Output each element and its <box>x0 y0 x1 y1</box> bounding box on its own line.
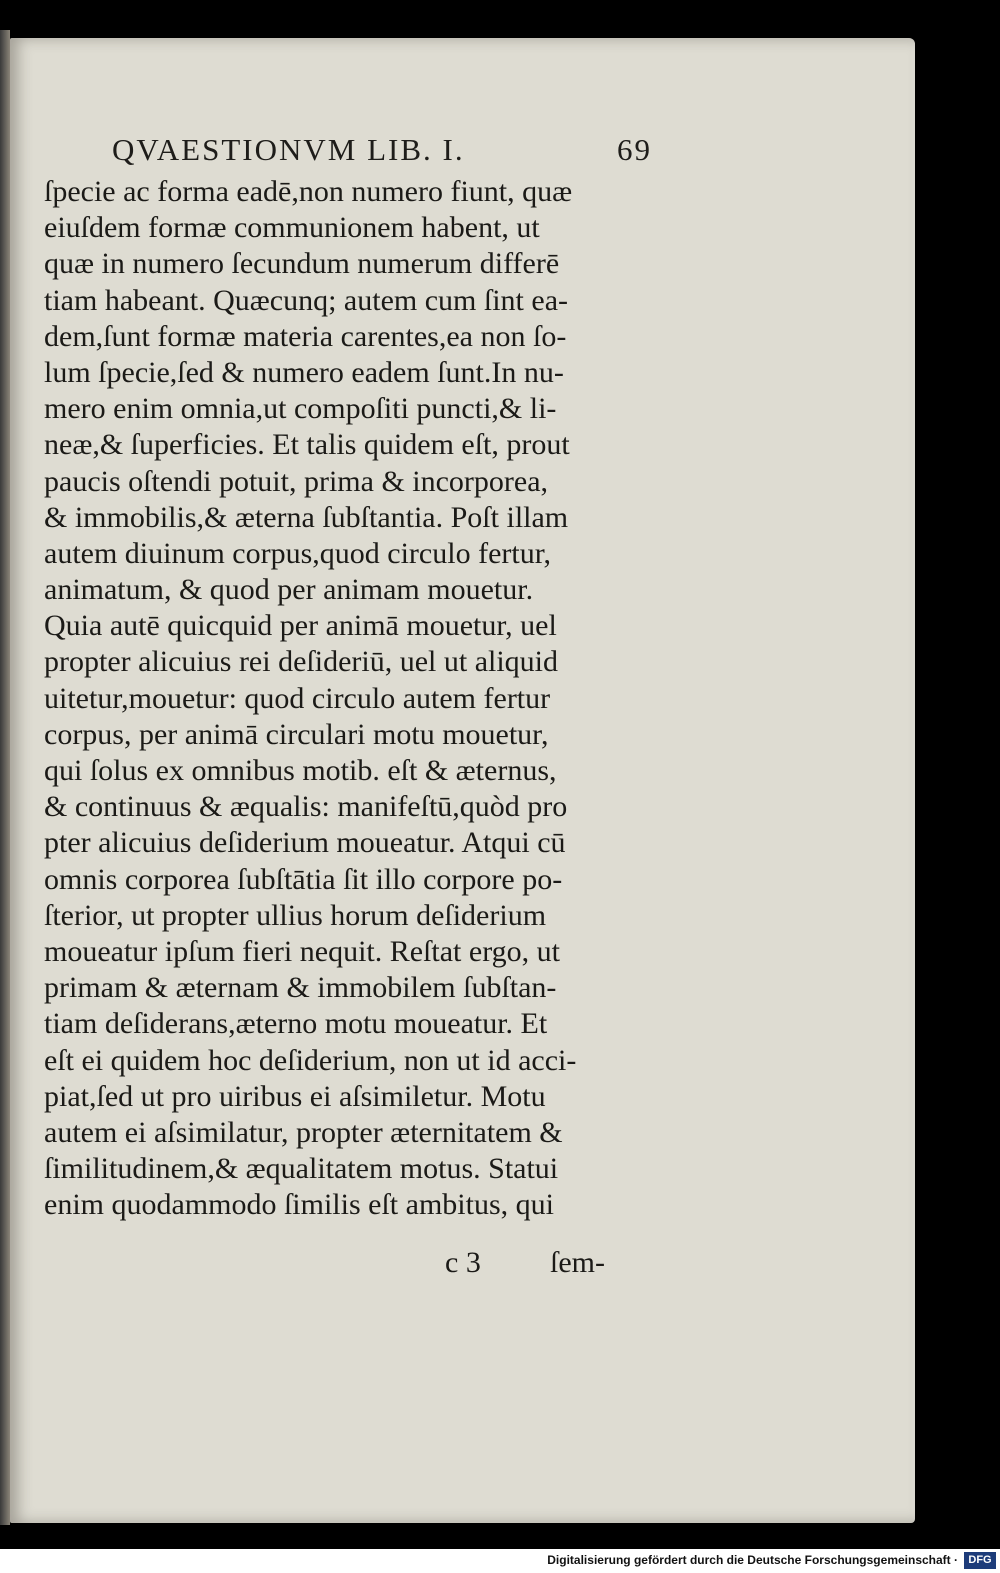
text-line: enim quodammodo ſimilis eſt ambitus, qui <box>44 1188 554 1222</box>
text-line: pter alicuius deſiderium moueatur. Atqui cū <box>44 826 566 860</box>
text-line: Quia autē quicquid per animā mouetur, uel <box>44 609 557 643</box>
dfg-logo: DFG <box>964 1552 996 1569</box>
text-line: uitetur,mouetur: quod circulo autem fertur <box>44 681 551 715</box>
text-line: autem diuinum corpus,quod circulo fertur, <box>44 536 551 570</box>
text-line: tiam habeant. Quæcunq; autem cum ſint ea- <box>44 283 569 317</box>
text-line: primam & æternam & immobilem ſubſtan- <box>44 971 557 1005</box>
text-line: ſterior, ut propter ullius horum deſiderium <box>44 898 547 932</box>
text-line: neæ,& ſuperficies. Et talis quidem eſt, prout <box>44 428 570 462</box>
text-line: mero enim omnia,ut compoſiti puncti,& li- <box>44 392 557 426</box>
running-head-title: QVAESTIONVM LIB. I. <box>112 132 465 167</box>
digitization-footer <box>0 1549 1000 1573</box>
text-line: dem,ſunt formæ materia carentes,ea non ſo- <box>44 319 567 353</box>
text-line: ſimilitudinem,& æqualitatem motus. Statui <box>44 1152 559 1186</box>
text-line: paucis oſtendi potuit, prima & incorporea, <box>44 464 549 498</box>
page-edge <box>0 30 10 1525</box>
text-line: animatum, & quod per animam mouetur. <box>44 573 534 607</box>
folio-number: 69 <box>617 132 652 167</box>
text-line: & immobilis,& æterna ſubſtantia. Poſt illam <box>44 500 569 534</box>
signature-mark: c 3 <box>445 1246 481 1279</box>
text-line: corpus, per animā circulari motu mouetur, <box>44 717 549 751</box>
body-text <box>44 174 644 1223</box>
text-line: propter alicuius rei deſideriū, uel ut aliquid <box>44 645 559 679</box>
text-line: autem ei aſsimilatur, propter æternitatem & <box>44 1115 563 1149</box>
catchline <box>0 1246 1000 1282</box>
funding-credit: Digitalisierung gefördert durch die Deutsche Forschungsgemeinschaft · <box>547 1553 958 1567</box>
text-line: moueatur ipſum fieri nequit. Reſtat ergo, ut <box>44 934 560 968</box>
text-line: lum ſpecie,ſed & numero eadem ſunt.In nu- <box>44 355 564 389</box>
text-line: eſt ei quidem hoc deſiderium, non ut id acci- <box>44 1043 577 1077</box>
text-line: qui ſolus ex omnibus motib. eſt & æternus, <box>44 754 557 787</box>
text-line: tiam deſiderans,æterno motu moueatur. Et <box>44 1007 548 1041</box>
text-line: & continuus & æqualis: manifeſtū,quòd pro <box>44 790 568 824</box>
catchword: ſem- <box>550 1246 605 1279</box>
text-line: quæ in numero ſecundum numerum differē <box>44 247 560 281</box>
text-line: piat,ſed ut pro uiribus ei aſsimiletur. Motu <box>44 1079 546 1113</box>
text-line: omnis corporea ſubſtātia ſit illo corpore po- <box>44 862 563 896</box>
text-line: ſpecie ac forma eadē,non numero fiunt, quæ <box>44 175 573 208</box>
running-head <box>112 132 652 172</box>
text-line: eiuſdem formæ communionem habent, ut <box>44 211 540 245</box>
